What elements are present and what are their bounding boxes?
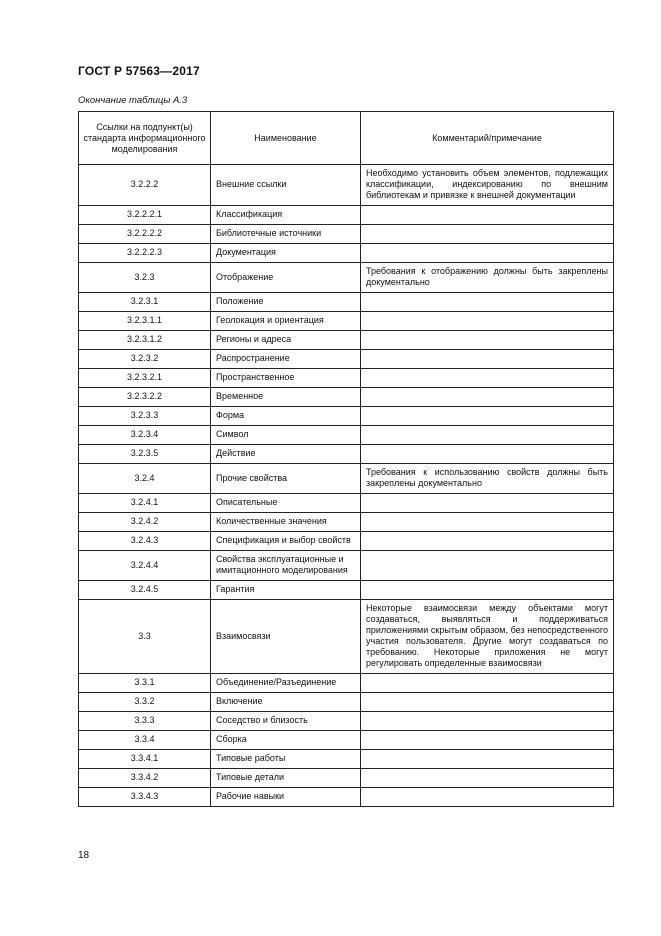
table-row xyxy=(79,407,614,426)
table-caption: Окончание таблицы А.3 xyxy=(78,95,188,106)
row-reference: 3.3.3 xyxy=(79,712,211,731)
row-name: Типовые работы xyxy=(211,750,361,769)
row-reference: 3.3.4.2 xyxy=(79,769,211,788)
row-comment: Требования к отображению должны быть закреплены документально xyxy=(361,263,614,293)
row-comment xyxy=(361,426,614,445)
row-reference: 3.2.3 xyxy=(79,263,211,293)
document-code: ГОСТ Р 57563—2017 xyxy=(78,64,200,78)
row-name: Включение xyxy=(211,693,361,712)
row-comment xyxy=(361,312,614,331)
row-comment xyxy=(361,693,614,712)
row-name: Сборка xyxy=(211,731,361,750)
table-row xyxy=(79,263,614,293)
row-comment xyxy=(361,494,614,513)
row-reference: 3.2.4 xyxy=(79,464,211,494)
column-header-name: Наименование xyxy=(211,112,361,165)
row-reference: 3.3.1 xyxy=(79,674,211,693)
table-row xyxy=(79,600,614,674)
row-comment xyxy=(361,369,614,388)
row-name: Описательные xyxy=(211,494,361,513)
row-reference: 3.2.4.4 xyxy=(79,551,211,581)
row-name: Пространственное xyxy=(211,369,361,388)
row-name: Распространение xyxy=(211,350,361,369)
row-reference: 3.3.2 xyxy=(79,693,211,712)
table-row xyxy=(79,369,614,388)
row-name: Действие xyxy=(211,445,361,464)
row-name: Свойства эксплуатационные и имитационного моделирования xyxy=(211,551,361,581)
row-name: Форма xyxy=(211,407,361,426)
row-comment xyxy=(361,388,614,407)
row-comment xyxy=(361,750,614,769)
row-name: Соседство и близость xyxy=(211,712,361,731)
row-reference: 3.3 xyxy=(79,600,211,674)
row-reference: 3.2.4.1 xyxy=(79,494,211,513)
row-reference: 3.2.4.5 xyxy=(79,581,211,600)
row-comment xyxy=(361,712,614,731)
table-row xyxy=(79,731,614,750)
row-reference: 3.2.3.5 xyxy=(79,445,211,464)
table-row xyxy=(79,244,614,263)
table-row xyxy=(79,532,614,551)
row-comment xyxy=(361,551,614,581)
row-name: Символ xyxy=(211,426,361,445)
row-name: Объединение/Разъединение xyxy=(211,674,361,693)
row-name: Классификация xyxy=(211,206,361,225)
row-reference: 3.2.4.2 xyxy=(79,513,211,532)
table-row xyxy=(79,426,614,445)
row-reference: 3.2.2.2.2 xyxy=(79,225,211,244)
row-reference: 3.3.4 xyxy=(79,731,211,750)
row-comment xyxy=(361,731,614,750)
column-header-comment: Комментарий/примечание xyxy=(361,112,614,165)
row-name: Геолокация и ориентация xyxy=(211,312,361,331)
table-header-row xyxy=(79,112,614,165)
row-name: Взаимосвязи xyxy=(211,600,361,674)
table-row xyxy=(79,388,614,407)
page-number: 18 xyxy=(78,850,90,861)
column-header-references: Ссылки на подпункт(ы) стандарта информационного моделирования xyxy=(79,112,211,165)
row-comment xyxy=(361,513,614,532)
row-comment: Требования к использованию свойств должны быть закреплены документально xyxy=(361,464,614,494)
row-comment: Некоторые взаимосвязи между объектами могут создаваться, выявляться и поддерживаться приложениями скрытым образом, без непосредственного участия пользователя. Другие могут создаваться по требованию. Некоторые приложения не могут регулировать определенные взаимосвязи xyxy=(361,600,614,674)
row-comment xyxy=(361,331,614,350)
row-reference: 3.2.3.4 xyxy=(79,426,211,445)
table-row xyxy=(79,312,614,331)
row-comment xyxy=(361,293,614,312)
row-reference: 3.3.4.3 xyxy=(79,788,211,807)
table-row xyxy=(79,551,614,581)
row-comment xyxy=(361,350,614,369)
table-row xyxy=(79,445,614,464)
table-row xyxy=(79,293,614,312)
row-name: Положение xyxy=(211,293,361,312)
row-comment: Необходимо установить объем элементов, подлежащих классификации, индексированию по внешним библиотекам и привязке к внешней документации xyxy=(361,165,614,206)
row-reference: 3.2.3.3 xyxy=(79,407,211,426)
row-name: Прочие свойства xyxy=(211,464,361,494)
row-name: Внешние ссылки xyxy=(211,165,361,206)
row-name: Рабочие навыки xyxy=(211,788,361,807)
row-comment xyxy=(361,407,614,426)
table-row xyxy=(79,350,614,369)
row-comment xyxy=(361,788,614,807)
table-body xyxy=(79,165,614,807)
row-name: Гарантия xyxy=(211,581,361,600)
table-row xyxy=(79,206,614,225)
table-row xyxy=(79,750,614,769)
table-row xyxy=(79,494,614,513)
row-reference: 3.2.3.2 xyxy=(79,350,211,369)
row-reference: 3.2.3.1.2 xyxy=(79,331,211,350)
row-comment xyxy=(361,769,614,788)
row-reference: 3.2.4.3 xyxy=(79,532,211,551)
row-comment xyxy=(361,225,614,244)
table-row xyxy=(79,225,614,244)
row-reference: 3.2.2.2 xyxy=(79,165,211,206)
row-name: Количественные значения xyxy=(211,513,361,532)
row-reference: 3.2.2.2.1 xyxy=(79,206,211,225)
row-name: Библиотечные источники xyxy=(211,225,361,244)
row-comment xyxy=(361,445,614,464)
table-row xyxy=(79,513,614,532)
row-name: Документация xyxy=(211,244,361,263)
row-comment xyxy=(361,244,614,263)
table-row xyxy=(79,581,614,600)
row-reference: 3.3.4.1 xyxy=(79,750,211,769)
table-row xyxy=(79,165,614,206)
row-reference: 3.2.2.2.3 xyxy=(79,244,211,263)
row-name: Типовые детали xyxy=(211,769,361,788)
row-comment xyxy=(361,581,614,600)
table-row xyxy=(79,464,614,494)
row-name: Регионы и адреса xyxy=(211,331,361,350)
table-row xyxy=(79,674,614,693)
row-comment xyxy=(361,206,614,225)
reference-table xyxy=(78,111,614,807)
row-reference: 3.2.3.1.1 xyxy=(79,312,211,331)
table-row xyxy=(79,769,614,788)
row-reference: 3.2.3.2.2 xyxy=(79,388,211,407)
row-reference: 3.2.3.1 xyxy=(79,293,211,312)
table-row xyxy=(79,788,614,807)
table-row xyxy=(79,693,614,712)
table-row xyxy=(79,331,614,350)
table-row xyxy=(79,712,614,731)
row-comment xyxy=(361,532,614,551)
row-comment xyxy=(361,674,614,693)
row-name: Спецификация и выбор свойств xyxy=(211,532,361,551)
row-reference: 3.2.3.2.1 xyxy=(79,369,211,388)
row-name: Отображение xyxy=(211,263,361,293)
row-name: Временное xyxy=(211,388,361,407)
